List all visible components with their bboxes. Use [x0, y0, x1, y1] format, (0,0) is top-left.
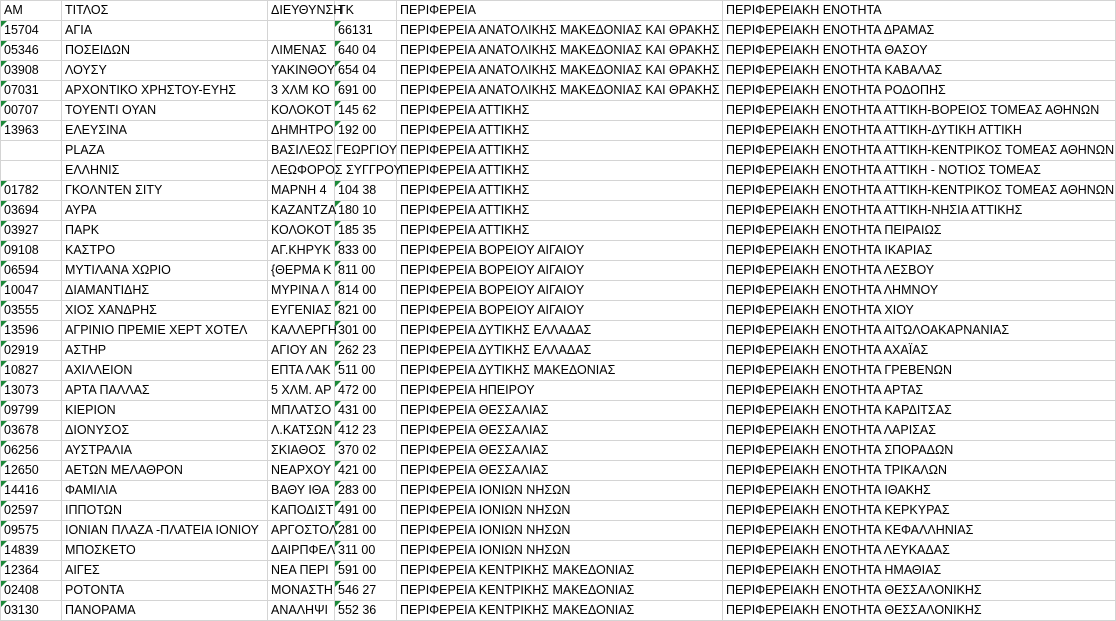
cell-regional-unit[interactable]: ΠΕΡΙΦΕΡΕΙΑΚΗ ΕΝΟΤΗΤΑ ΑΤΤΙΚΗ-ΚΕΝΤΡΙΚΟΣ ΤΟΜΕΑΣ ΑΘΗΝΩΝ [723, 141, 1116, 161]
cell-region[interactable]: ΠΕΡΙΦΕΡΕΙΑ ΚΕΝΤΡΙΚΗΣ ΜΑΚΕΔΟΝΙΑΣ [397, 561, 723, 581]
cell-address[interactable]: ΚΑΖΑΝΤΖΑ [268, 201, 335, 221]
cell-postcode[interactable]: 546 27 [335, 581, 397, 601]
cell-postcode[interactable]: 811 00 [335, 261, 397, 281]
table-row [1, 341, 1116, 361]
cell-postcode[interactable]: 552 36 [335, 601, 397, 621]
cell-regional-unit[interactable]: ΠΕΡΙΦΕΡΕΙΑΚΗ ΕΝΟΤΗΤΑ ΡΟΔΟΠΗΣ [723, 81, 1116, 101]
table-row [1, 401, 1116, 421]
cell-title[interactable]: ΦΑΜΙΛΙΑ [62, 481, 268, 501]
cell-title[interactable]: ΚΙΕΡΙΟΝ [62, 401, 268, 421]
header-cell-region[interactable]: ΠΕΡΙΦΕΡΕΙΑ [397, 1, 723, 21]
cell-postcode[interactable]: 691 00 [335, 81, 397, 101]
cell-address[interactable]: ΚΟΛΟΚΟΤ [268, 221, 335, 241]
cell-regional-unit[interactable]: ΠΕΡΙΦΕΡΕΙΑΚΗ ΕΝΟΤΗΤΑ ΤΡΙΚΑΛΩΝ [723, 461, 1116, 481]
table-row [1, 481, 1116, 501]
cell-regional-unit[interactable]: ΠΕΡΙΦΕΡΕΙΑΚΗ ΕΝΟΤΗΤΑ ΙΘΑΚΗΣ [723, 481, 1116, 501]
cell-region[interactable]: ΠΕΡΙΦΕΡΕΙΑ ΙΟΝΙΩΝ ΝΗΣΩΝ [397, 501, 723, 521]
cell-postcode[interactable]: 104 38 [335, 181, 397, 201]
cell-region[interactable]: ΠΕΡΙΦΕΡΕΙΑ ΑΝΑΤΟΛΙΚΗΣ ΜΑΚΕΔΟΝΙΑΣ ΚΑΙ ΘΡΑΚΗΣ [397, 41, 723, 61]
cell-title[interactable]: ΑΡΧΟΝΤΙΚΟ ΧΡΗΣΤΟΥ-ΕΥΗΣ [62, 81, 268, 101]
cell-region[interactable]: ΠΕΡΙΦΕΡΕΙΑ ΘΕΣΣΑΛΙΑΣ [397, 441, 723, 461]
cell-regional-unit[interactable]: ΠΕΡΙΦΕΡΕΙΑΚΗ ΕΝΟΤΗΤΑ ΚΑΡΔΙΤΣΑΣ [723, 401, 1116, 421]
cell-regional-unit[interactable]: ΠΕΡΙΦΕΡΕΙΑΚΗ ΕΝΟΤΗΤΑ ΛΑΡΙΣΑΣ [723, 421, 1116, 441]
cell-regional-unit[interactable]: ΠΕΡΙΦΕΡΕΙΑΚΗ ΕΝΟΤΗΤΑ ΔΡΑΜΑΣ [723, 21, 1116, 41]
cell-am[interactable]: 15704 [1, 21, 62, 41]
cell-postcode[interactable]: 262 23 [335, 341, 397, 361]
cell-region[interactable]: ΠΕΡΙΦΕΡΕΙΑ ΚΕΝΤΡΙΚΗΣ ΜΑΚΕΔΟΝΙΑΣ [397, 581, 723, 601]
table-row [1, 261, 1116, 281]
cell-address[interactable]: 5 ΧΛΜ. ΑΡ [268, 381, 335, 401]
cell-postcode[interactable]: 283 00 [335, 481, 397, 501]
cell-address[interactable]: ΒΑΘΥ ΙΘΑ [268, 481, 335, 501]
cell-postcode[interactable]: 370 02 [335, 441, 397, 461]
table-row [1, 561, 1116, 581]
cell-address[interactable]: ΚΟΛΟΚΟΤ [268, 101, 335, 121]
cell-regional-unit[interactable]: ΠΕΡΙΦΕΡΕΙΑΚΗ ΕΝΟΤΗΤΑ ΑΤΤΙΚΗ-ΔΥΤΙΚΗ ΑΤΤΙΚΗ [723, 121, 1116, 141]
cell-address[interactable]: ΜΟΝΑΣΤΗ [268, 581, 335, 601]
cell-address[interactable]: ΑΓ.ΚΗΡΥΚ [268, 241, 335, 261]
cell-title[interactable]: ΠΟΣΕΙΔΩΝ [62, 41, 268, 61]
cell-regional-unit[interactable]: ΠΕΡΙΦΕΡΕΙΑΚΗ ΕΝΟΤΗΤΑ ΣΠΟΡΑΔΩΝ [723, 441, 1116, 461]
cell-postcode[interactable]: 421 00 [335, 461, 397, 481]
cell-am[interactable]: 03678 [1, 421, 62, 441]
cell-title[interactable]: ΑΥΡΑ [62, 201, 268, 221]
cell-am[interactable]: 12364 [1, 561, 62, 581]
cell-title[interactable]: ΑΧΙΛΛΕΙΟΝ [62, 361, 268, 381]
cell-title[interactable]: ΙΠΠΟΤΩΝ [62, 501, 268, 521]
cell-am[interactable]: 03555 [1, 301, 62, 321]
cell-address[interactable]: ΑΡΓΟΣΤΟΛ [268, 521, 335, 541]
cell-postcode[interactable]: 491 00 [335, 501, 397, 521]
cell-region[interactable]: ΠΕΡΙΦΕΡΕΙΑ ΒΟΡΕΙΟΥ ΑΙΓΑΙΟΥ [397, 281, 723, 301]
cell-regional-unit[interactable]: ΠΕΡΙΦΕΡΕΙΑΚΗ ΕΝΟΤΗΤΑ ΘΕΣΣΑΛΟΝΙΚΗΣ [723, 581, 1116, 601]
cell-address[interactable]: ΒΑΣΙΛΕΩΣ ΓΕΩΡΓΙΟΥ [268, 141, 335, 161]
cell-region[interactable]: ΠΕΡΙΦΕΡΕΙΑ ΙΟΝΙΩΝ ΝΗΣΩΝ [397, 541, 723, 561]
cell-regional-unit[interactable]: ΠΕΡΙΦΕΡΕΙΑΚΗ ΕΝΟΤΗΤΑ ΑΧΑΪΑΣ [723, 341, 1116, 361]
cell-postcode[interactable]: 833 00 [335, 241, 397, 261]
cell-address[interactable]: ΣΚΙΑΘΟΣ [268, 441, 335, 461]
table-row [1, 441, 1116, 461]
cell-am[interactable]: 10827 [1, 361, 62, 381]
cell-region[interactable]: ΠΕΡΙΦΕΡΕΙΑ ΑΝΑΤΟΛΙΚΗΣ ΜΑΚΕΔΟΝΙΑΣ ΚΑΙ ΘΡΑΚΗΣ [397, 21, 723, 41]
cell-am[interactable]: 07031 [1, 81, 62, 101]
cell-postcode[interactable]: 640 04 [335, 41, 397, 61]
cell-address[interactable]: ΑΓΙΟΥ ΑΝ [268, 341, 335, 361]
cell-am[interactable]: 01782 [1, 181, 62, 201]
cell-address[interactable] [268, 21, 335, 41]
cell-postcode[interactable]: 301 00 [335, 321, 397, 341]
cell-address[interactable]: {ΘΕΡΜΑ Κ [268, 261, 335, 281]
table-row [1, 301, 1116, 321]
cell-title[interactable]: ΑΓΡΙΝΙΟ ΠΡΕΜΙΕ ΧΕΡΤ ΧΟΤΕΛ [62, 321, 268, 341]
cell-region[interactable]: ΠΕΡΙΦΕΡΕΙΑ ΑΤΤΙΚΗΣ [397, 201, 723, 221]
cell-regional-unit[interactable]: ΠΕΡΙΦΕΡΕΙΑΚΗ ΕΝΟΤΗΤΑ ΑΤΤΙΚΗ - ΝΟΤΙΟΣ ΤΟΜΕΑΣ [723, 161, 1116, 181]
cell-regional-unit[interactable]: ΠΕΡΙΦΕΡΕΙΑΚΗ ΕΝΟΤΗΤΑ ΧΙΟΥ [723, 301, 1116, 321]
cell-title[interactable]: ΑΕΤΩΝ ΜΕΛΑΘΡΟΝ [62, 461, 268, 481]
cell-postcode[interactable]: 281 00 [335, 521, 397, 541]
cell-am[interactable]: 03908 [1, 61, 62, 81]
cell-title[interactable]: ΑΡΤΑ ΠΑΛΛΑΣ [62, 381, 268, 401]
table-row [1, 61, 1116, 81]
table-row [1, 581, 1116, 601]
table-row [1, 21, 1116, 41]
cell-region[interactable]: ΠΕΡΙΦΕΡΕΙΑ ΔΥΤΙΚΗΣ ΕΛΛΑΔΑΣ [397, 321, 723, 341]
cell-postcode[interactable]: 821 00 [335, 301, 397, 321]
cell-region[interactable]: ΠΕΡΙΦΕΡΕΙΑ ΘΕΣΣΑΛΙΑΣ [397, 401, 723, 421]
cell-am[interactable]: 12650 [1, 461, 62, 481]
cell-address[interactable]: ΚΑΠΟΔΙΣΤ [268, 501, 335, 521]
cell-region[interactable]: ΠΕΡΙΦΕΡΕΙΑ ΑΝΑΤΟΛΙΚΗΣ ΜΑΚΕΔΟΝΙΑΣ ΚΑΙ ΘΡΑΚΗΣ [397, 61, 723, 81]
cell-am[interactable]: 14416 [1, 481, 62, 501]
table-row [1, 501, 1116, 521]
cell-region[interactable]: ΠΕΡΙΦΕΡΕΙΑ ΗΠΕΙΡΟΥ [397, 381, 723, 401]
cell-regional-unit[interactable]: ΠΕΡΙΦΕΡΕΙΑΚΗ ΕΝΟΤΗΤΑ ΚΑΒΑΛΑΣ [723, 61, 1116, 81]
cell-title[interactable]: ΑΣΤΗΡ [62, 341, 268, 361]
table-row [1, 141, 1116, 161]
cell-regional-unit[interactable]: ΠΕΡΙΦΕΡΕΙΑΚΗ ΕΝΟΤΗΤΑ ΛΕΥΚΑΔΑΣ [723, 541, 1116, 561]
cell-am[interactable] [1, 141, 62, 161]
cell-postcode[interactable]: 180 10 [335, 201, 397, 221]
cell-regional-unit[interactable]: ΠΕΡΙΦΕΡΕΙΑΚΗ ΕΝΟΤΗΤΑ ΗΜΑΘΙΑΣ [723, 561, 1116, 581]
table-row [1, 121, 1116, 141]
cell-am[interactable]: 13073 [1, 381, 62, 401]
cell-address[interactable]: ΛΙΜΕΝΑΣ [268, 41, 335, 61]
cell-postcode[interactable] [335, 161, 397, 181]
cell-regional-unit[interactable]: ΠΕΡΙΦΕΡΕΙΑΚΗ ΕΝΟΤΗΤΑ ΛΕΣΒΟΥ [723, 261, 1116, 281]
cell-regional-unit[interactable]: ΠΕΡΙΦΕΡΕΙΑΚΗ ΕΝΟΤΗΤΑ ΘΑΣΟΥ [723, 41, 1116, 61]
cell-title[interactable]: ΤΟΥΕΝΤΙ ΟΥΑΝ [62, 101, 268, 121]
table-row [1, 321, 1116, 341]
cell-regional-unit[interactable]: ΠΕΡΙΦΕΡΕΙΑΚΗ ΕΝΟΤΗΤΑ ΑΡΤΑΣ [723, 381, 1116, 401]
cell-region[interactable]: ΠΕΡΙΦΕΡΕΙΑ ΑΝΑΤΟΛΙΚΗΣ ΜΑΚΕΔΟΝΙΑΣ ΚΑΙ ΘΡΑΚΗΣ [397, 81, 723, 101]
cell-am[interactable]: 00707 [1, 101, 62, 121]
cell-region[interactable]: ΠΕΡΙΦΕΡΕΙΑ ΔΥΤΙΚΗΣ ΕΛΛΑΔΑΣ [397, 341, 723, 361]
table-row [1, 421, 1116, 441]
cell-region[interactable]: ΠΕΡΙΦΕΡΕΙΑ ΙΟΝΙΩΝ ΝΗΣΩΝ [397, 521, 723, 541]
cell-title[interactable]: ΜΥΤΙΛΑΝΑ ΧΩΡΙΟ [62, 261, 268, 281]
cell-address[interactable]: ΕΠΤΑ ΛΑΚ [268, 361, 335, 381]
cell-region[interactable]: ΠΕΡΙΦΕΡΕΙΑ ΑΤΤΙΚΗΣ [397, 161, 723, 181]
cell-am[interactable]: 05346 [1, 41, 62, 61]
cell-title[interactable]: ΜΠΟΣΚΕΤΟ [62, 541, 268, 561]
table-row [1, 181, 1116, 201]
cell-region[interactable]: ΠΕΡΙΦΕΡΕΙΑ ΒΟΡΕΙΟΥ ΑΙΓΑΙΟΥ [397, 301, 723, 321]
cell-title[interactable]: ΑΥΣΤΡΑΛΙΑ [62, 441, 268, 461]
cell-address[interactable]: Λ.ΚΑΤΣΩΝ [268, 421, 335, 441]
table-row [1, 521, 1116, 541]
header-cell-address[interactable]: ΔΙΕΥΘΥΝΣΗ [268, 1, 335, 21]
cell-title[interactable]: ΛΟΥΣΥ [62, 61, 268, 81]
cell-title[interactable]: ΕΛΕΥΣΙΝΑ [62, 121, 268, 141]
cell-postcode[interactable]: 654 04 [335, 61, 397, 81]
table-row [1, 241, 1116, 261]
cell-regional-unit[interactable]: ΠΕΡΙΦΕΡΕΙΑΚΗ ΕΝΟΤΗΤΑ ΚΕΦΑΛΛΗΝΙΑΣ [723, 521, 1116, 541]
cell-am[interactable]: 14839 [1, 541, 62, 561]
cell-region[interactable]: ΠΕΡΙΦΕΡΕΙΑ ΒΟΡΕΙΟΥ ΑΙΓΑΙΟΥ [397, 261, 723, 281]
cell-postcode[interactable]: 472 00 [335, 381, 397, 401]
table-row [1, 541, 1116, 561]
cell-am[interactable]: 03130 [1, 601, 62, 621]
cell-title[interactable]: ΠΑΡΚ [62, 221, 268, 241]
table-row [1, 381, 1116, 401]
cell-title[interactable]: ΔΙΟΝΥΣΟΣ [62, 421, 268, 441]
cell-title[interactable]: ΓΚΟΛΝΤΕΝ ΣΙΤΥ [62, 181, 268, 201]
cell-address[interactable]: ΝΕΑ ΠΕΡΙ [268, 561, 335, 581]
cell-am[interactable]: 02408 [1, 581, 62, 601]
cell-address[interactable]: ΔΗΜΗΤΡΟ [268, 121, 335, 141]
cell-region[interactable]: ΠΕΡΙΦΕΡΕΙΑ ΘΕΣΣΑΛΙΑΣ [397, 421, 723, 441]
cell-region[interactable]: ΠΕΡΙΦΕΡΕΙΑ ΘΕΣΣΑΛΙΑΣ [397, 461, 723, 481]
table-row [1, 41, 1116, 61]
cell-title[interactable]: ΚΑΣΤΡΟ [62, 241, 268, 261]
cell-postcode[interactable]: 431 00 [335, 401, 397, 421]
cell-am[interactable]: 09799 [1, 401, 62, 421]
cell-title[interactable]: PLAZA [62, 141, 268, 161]
cell-postcode[interactable]: 185 35 [335, 221, 397, 241]
cell-am[interactable]: 03927 [1, 221, 62, 241]
table-row [1, 161, 1116, 181]
cell-am[interactable]: 06256 [1, 441, 62, 461]
cell-regional-unit[interactable]: ΠΕΡΙΦΕΡΕΙΑΚΗ ΕΝΟΤΗΤΑ ΙΚΑΡΙΑΣ [723, 241, 1116, 261]
cell-region[interactable]: ΠΕΡΙΦΕΡΕΙΑ ΒΟΡΕΙΟΥ ΑΙΓΑΙΟΥ [397, 241, 723, 261]
cell-postcode[interactable]: 192 00 [335, 121, 397, 141]
header-cell-am[interactable]: ΑΜ [1, 1, 62, 21]
cell-postcode[interactable]: 511 00 [335, 361, 397, 381]
cell-address[interactable]: ΛΕΩΦΟΡΟΣ ΣΥΓΓΡΟΥ [268, 161, 335, 181]
cell-am[interactable]: 02597 [1, 501, 62, 521]
cell-region[interactable]: ΠΕΡΙΦΕΡΕΙΑ ΑΤΤΙΚΗΣ [397, 181, 723, 201]
cell-address[interactable]: ΜΑΡΝΗ 4 [268, 181, 335, 201]
cell-address[interactable]: ΑΝΑΛΗΨΙ [268, 601, 335, 621]
cell-regional-unit[interactable]: ΠΕΡΙΦΕΡΕΙΑΚΗ ΕΝΟΤΗΤΑ ΓΡΕΒΕΝΩΝ [723, 361, 1116, 381]
cell-regional-unit[interactable]: ΠΕΡΙΦΕΡΕΙΑΚΗ ΕΝΟΤΗΤΑ ΛΗΜΝΟΥ [723, 281, 1116, 301]
cell-title[interactable]: ΠΑΝΟΡΑΜΑ [62, 601, 268, 621]
cell-am[interactable] [1, 161, 62, 181]
cell-region[interactable]: ΠΕΡΙΦΕΡΕΙΑ ΑΤΤΙΚΗΣ [397, 121, 723, 141]
cell-title[interactable]: ΑΓΙΑ [62, 21, 268, 41]
cell-postcode[interactable] [335, 141, 397, 161]
cell-address[interactable]: ΝΕΑΡΧΟΥ [268, 461, 335, 481]
table-row [1, 201, 1116, 221]
cell-am[interactable]: 09108 [1, 241, 62, 261]
cell-region[interactable]: ΠΕΡΙΦΕΡΕΙΑ ΑΤΤΙΚΗΣ [397, 221, 723, 241]
cell-am[interactable]: 03694 [1, 201, 62, 221]
cell-title[interactable]: ΑΙΓΕΣ [62, 561, 268, 581]
cell-region[interactable]: ΠΕΡΙΦΕΡΕΙΑ ΑΤΤΙΚΗΣ [397, 101, 723, 121]
header-row [1, 1, 1116, 21]
table-row [1, 601, 1116, 621]
cell-regional-unit[interactable]: ΠΕΡΙΦΕΡΕΙΑΚΗ ΕΝΟΤΗΤΑ ΚΕΡΚΥΡΑΣ [723, 501, 1116, 521]
cell-am[interactable]: 10047 [1, 281, 62, 301]
table-row [1, 81, 1116, 101]
cell-regional-unit[interactable]: ΠΕΡΙΦΕΡΕΙΑΚΗ ΕΝΟΤΗΤΑ ΑΤΤΙΚΗ-ΝΗΣΙΑ ΑΤΤΙΚΗΣ [723, 201, 1116, 221]
cell-region[interactable]: ΠΕΡΙΦΕΡΕΙΑ ΙΟΝΙΩΝ ΝΗΣΩΝ [397, 481, 723, 501]
cell-regional-unit[interactable]: ΠΕΡΙΦΕΡΕΙΑΚΗ ΕΝΟΤΗΤΑ ΘΕΣΣΑΛΟΝΙΚΗΣ [723, 601, 1116, 621]
cell-address[interactable]: ΥΑΚΙΝΘΟΥ [268, 61, 335, 81]
header-cell-title[interactable]: ΤΙΤΛΟΣ [62, 1, 268, 21]
header-cell-regional-unit[interactable]: ΠΕΡΙΦΕΡΕΙΑΚΗ ΕΝΟΤΗΤΑ [723, 1, 1116, 21]
cell-regional-unit[interactable]: ΠΕΡΙΦΕΡΕΙΑΚΗ ΕΝΟΤΗΤΑ ΑΙΤΩΛΟΑΚΑΡΝΑΝΙΑΣ [723, 321, 1116, 341]
cell-address[interactable]: ΚΑΛΛΕΡΓΗ [268, 321, 335, 341]
cell-region[interactable]: ΠΕΡΙΦΕΡΕΙΑ ΔΥΤΙΚΗΣ ΜΑΚΕΔΟΝΙΑΣ [397, 361, 723, 381]
cell-title[interactable]: ΔΙΑΜΑΝΤΙΔΗΣ [62, 281, 268, 301]
cell-am[interactable]: 06594 [1, 261, 62, 281]
table-row [1, 101, 1116, 121]
cell-postcode[interactable]: 814 00 [335, 281, 397, 301]
cell-address[interactable]: ΔΑΙΡΠΦΕΛ [268, 541, 335, 561]
table-row [1, 281, 1116, 301]
cell-regional-unit[interactable]: ΠΕΡΙΦΕΡΕΙΑΚΗ ΕΝΟΤΗΤΑ ΠΕΙΡΑΙΩΣ [723, 221, 1116, 241]
cell-am[interactable]: 13596 [1, 321, 62, 341]
cell-address[interactable]: 3 ΧΛΜ ΚΟ [268, 81, 335, 101]
cell-postcode[interactable]: 311 00 [335, 541, 397, 561]
cell-address[interactable]: ΕΥΓΕΝΙΑΣ [268, 301, 335, 321]
cell-region[interactable]: ΠΕΡΙΦΕΡΕΙΑ ΚΕΝΤΡΙΚΗΣ ΜΑΚΕΔΟΝΙΑΣ [397, 601, 723, 621]
table-row [1, 221, 1116, 241]
table-row [1, 461, 1116, 481]
cell-address[interactable]: ΜΥΡΙΝΑ Λ [268, 281, 335, 301]
cell-regional-unit[interactable]: ΠΕΡΙΦΕΡΕΙΑΚΗ ΕΝΟΤΗΤΑ ΑΤΤΙΚΗ-ΒΟΡΕΙΟΣ ΤΟΜΕΑΣ ΑΘΗΝΩΝ [723, 101, 1116, 121]
cell-postcode[interactable]: 145 62 [335, 101, 397, 121]
cell-postcode[interactable]: 412 23 [335, 421, 397, 441]
cell-title[interactable]: ΙΟΝΙΑΝ ΠΛΑΖΑ -ΠΛΑΤΕΙΑ ΙΟΝΙΟΥ [62, 521, 268, 541]
cell-address[interactable]: ΜΠΛΑΤΣΟ [268, 401, 335, 421]
cell-postcode[interactable]: 591 00 [335, 561, 397, 581]
cell-am[interactable]: 09575 [1, 521, 62, 541]
cell-regional-unit[interactable]: ΠΕΡΙΦΕΡΕΙΑΚΗ ΕΝΟΤΗΤΑ ΑΤΤΙΚΗ-ΚΕΝΤΡΙΚΟΣ ΤΟΜΕΑΣ ΑΘΗΝΩΝ [723, 181, 1116, 201]
cell-title[interactable]: ΕΛΛΗΝΙΣ [62, 161, 268, 181]
cell-title[interactable]: ΡΟΤΟΝΤΑ [62, 581, 268, 601]
cell-postcode[interactable]: 66131 [335, 21, 397, 41]
cell-am[interactable]: 13963 [1, 121, 62, 141]
cell-region[interactable]: ΠΕΡΙΦΕΡΕΙΑ ΑΤΤΙΚΗΣ [397, 141, 723, 161]
table-row [1, 361, 1116, 381]
cell-am[interactable]: 02919 [1, 341, 62, 361]
header-cell-postcode[interactable]: ΤΚ [335, 1, 397, 21]
cell-title[interactable]: ΧΙΟΣ ΧΑΝΔΡΗΣ [62, 301, 268, 321]
